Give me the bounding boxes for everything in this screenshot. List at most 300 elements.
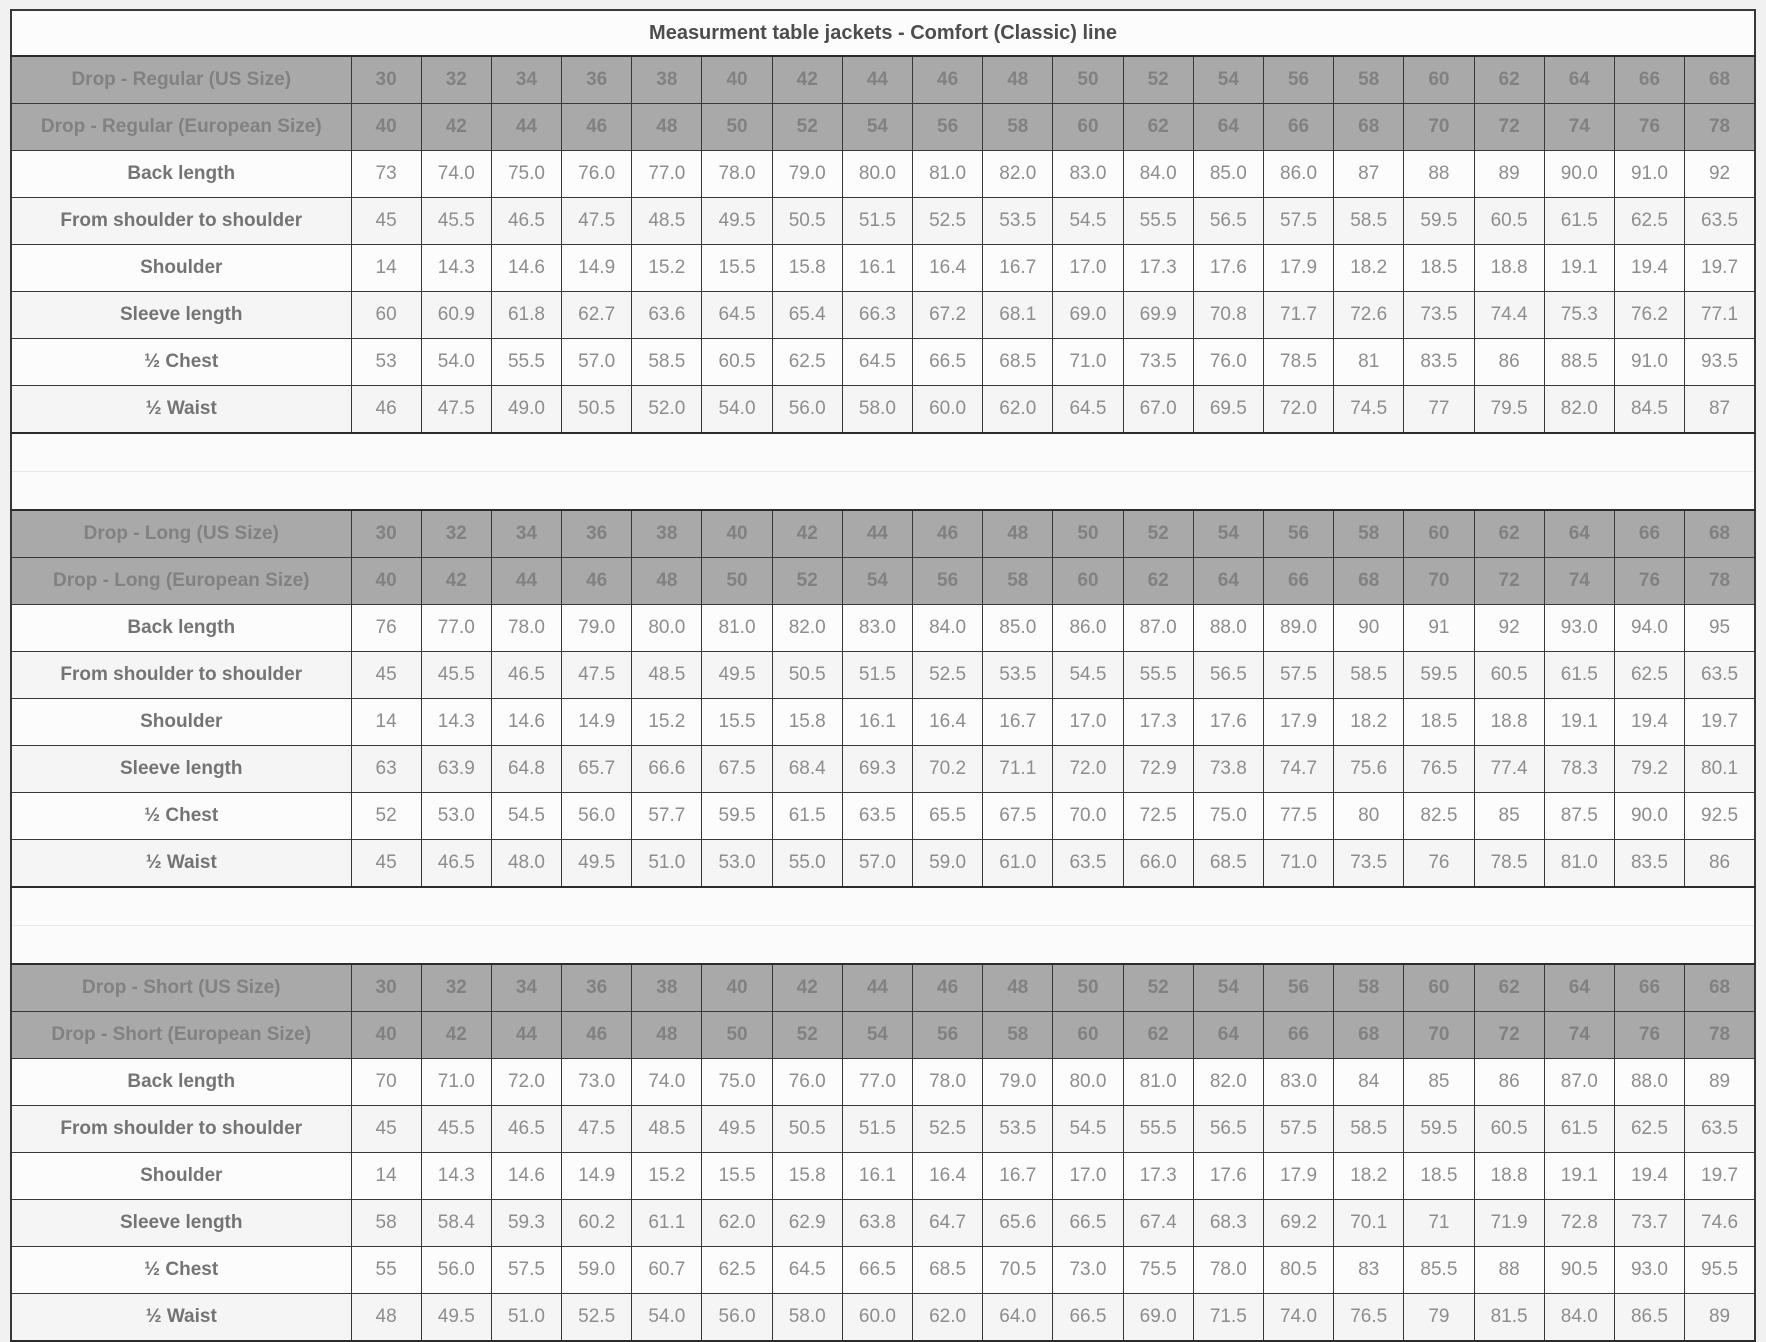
value-cell: 77.5 (1263, 793, 1333, 840)
value-cell: 59.5 (1404, 1106, 1474, 1153)
value-cell: 76.2 (1614, 292, 1684, 339)
value-cell: 80.0 (842, 151, 912, 198)
value-cell: 18.2 (1334, 699, 1404, 746)
value-cell: 60.9 (421, 292, 491, 339)
value-cell: 76.5 (1404, 746, 1474, 793)
value-cell: 67.0 (1123, 386, 1193, 434)
measure-label: From shoulder to shoulder (11, 652, 351, 699)
value-cell: 15.8 (772, 245, 842, 292)
value-cell: 53.0 (421, 793, 491, 840)
value-cell: 87.5 (1544, 793, 1614, 840)
value-cell: 16.1 (842, 245, 912, 292)
size-header-cell: 52 (1123, 510, 1193, 558)
value-cell: 60 (351, 292, 421, 339)
size-header-cell: 62 (1123, 558, 1193, 605)
value-cell: 58.5 (1334, 652, 1404, 699)
value-cell: 66.5 (1053, 1294, 1123, 1342)
value-cell: 93.0 (1544, 605, 1614, 652)
value-cell: 45.5 (421, 652, 491, 699)
value-cell: 83 (1334, 1247, 1404, 1294)
size-header-cell: 60 (1404, 510, 1474, 558)
value-cell: 75.0 (491, 151, 561, 198)
size-header-cell: 34 (491, 56, 561, 104)
value-cell: 91 (1404, 605, 1474, 652)
size-header-cell: 54 (1193, 964, 1263, 1012)
value-cell: 73.0 (1053, 1247, 1123, 1294)
value-cell: 70.8 (1193, 292, 1263, 339)
value-cell: 87 (1334, 151, 1404, 198)
value-cell: 81.0 (1544, 840, 1614, 888)
measure-row (11, 245, 1755, 292)
value-cell: 58.4 (421, 1200, 491, 1247)
size-header-cell: 40 (351, 558, 421, 605)
measure-row (11, 1153, 1755, 1200)
size-header-row-eu (11, 558, 1755, 605)
value-cell: 94.0 (1614, 605, 1684, 652)
value-cell: 86 (1685, 840, 1755, 888)
spacer-cell (11, 433, 1755, 472)
value-cell: 71.1 (983, 746, 1053, 793)
size-header-row-us (11, 56, 1755, 104)
value-cell: 52.5 (913, 652, 983, 699)
measure-label: Shoulder (11, 245, 351, 292)
value-cell: 86.5 (1614, 1294, 1684, 1342)
value-cell: 15.2 (632, 245, 702, 292)
value-cell: 51.5 (842, 198, 912, 245)
page-title: Measurment table jackets - Comfort (Classic) line (11, 10, 1755, 56)
size-header-cell: 50 (702, 558, 772, 605)
value-cell: 90 (1334, 605, 1404, 652)
size-header-cell: 74 (1544, 1012, 1614, 1059)
value-cell: 62.7 (562, 292, 632, 339)
value-cell: 62.5 (702, 1247, 772, 1294)
measure-label: Sleeve length (11, 292, 351, 339)
value-cell: 56.5 (1193, 652, 1263, 699)
value-cell: 72.9 (1123, 746, 1193, 793)
value-cell: 63 (351, 746, 421, 793)
size-header-cell: 36 (562, 56, 632, 104)
size-header-cell: 64 (1544, 510, 1614, 558)
size-header-row-eu (11, 1012, 1755, 1059)
value-cell: 55.5 (1123, 652, 1193, 699)
value-cell: 73.8 (1193, 746, 1263, 793)
value-cell: 55 (351, 1247, 421, 1294)
value-cell: 85.5 (1404, 1247, 1474, 1294)
measure-label: Shoulder (11, 1153, 351, 1200)
value-cell: 14.9 (562, 1153, 632, 1200)
size-header-cell: 42 (421, 558, 491, 605)
size-header-cell: 64 (1544, 56, 1614, 104)
value-cell: 81.0 (702, 605, 772, 652)
value-cell: 53 (351, 339, 421, 386)
value-cell: 73 (351, 151, 421, 198)
size-header-cell: 54 (1193, 510, 1263, 558)
value-cell: 85.0 (1193, 151, 1263, 198)
size-header-cell: 46 (562, 558, 632, 605)
value-cell: 71.7 (1263, 292, 1333, 339)
measure-row (11, 1106, 1755, 1153)
value-cell: 73.5 (1404, 292, 1474, 339)
value-cell: 18.2 (1334, 1153, 1404, 1200)
value-cell: 61.8 (491, 292, 561, 339)
value-cell: 65.5 (913, 793, 983, 840)
value-cell: 66.6 (632, 746, 702, 793)
value-cell: 57.5 (491, 1247, 561, 1294)
value-cell: 19.4 (1614, 245, 1684, 292)
size-header-cell: 62 (1474, 510, 1544, 558)
value-cell: 65.4 (772, 292, 842, 339)
size-header-cell: 60 (1053, 104, 1123, 151)
value-cell: 56.0 (702, 1294, 772, 1342)
size-header-cell: 76 (1614, 558, 1684, 605)
size-header-cell: 56 (1263, 56, 1333, 104)
size-header-cell: 46 (913, 510, 983, 558)
value-cell: 79 (1404, 1294, 1474, 1342)
size-header-cell: 58 (983, 104, 1053, 151)
value-cell: 47.5 (421, 386, 491, 434)
size-header-cell: 42 (421, 1012, 491, 1059)
size-header-cell: 58 (1334, 510, 1404, 558)
value-cell: 45 (351, 1106, 421, 1153)
value-cell: 88 (1474, 1247, 1544, 1294)
value-cell: 82.0 (1544, 386, 1614, 434)
value-cell: 45 (351, 198, 421, 245)
value-cell: 56.0 (562, 793, 632, 840)
value-cell: 87 (1685, 386, 1755, 434)
size-header-cell: 34 (491, 964, 561, 1012)
value-cell: 74.6 (1685, 1200, 1755, 1247)
size-header-cell: 44 (491, 558, 561, 605)
section-spacer (11, 433, 1755, 472)
size-header-cell: 46 (913, 56, 983, 104)
measure-label: From shoulder to shoulder (11, 1106, 351, 1153)
value-cell: 89 (1685, 1294, 1755, 1342)
value-cell: 64.5 (772, 1247, 842, 1294)
size-header-cell: 62 (1474, 964, 1544, 1012)
value-cell: 70.1 (1334, 1200, 1404, 1247)
value-cell: 63.6 (632, 292, 702, 339)
value-cell: 50.5 (562, 386, 632, 434)
size-header-cell: 64 (1544, 964, 1614, 1012)
value-cell: 57.7 (632, 793, 702, 840)
value-cell: 18.5 (1404, 1153, 1474, 1200)
value-cell: 58.0 (842, 386, 912, 434)
section-spacer (11, 472, 1755, 511)
size-header-cell: 58 (983, 1012, 1053, 1059)
size-header-cell: 58 (1334, 964, 1404, 1012)
value-cell: 63.9 (421, 746, 491, 793)
value-cell: 72.0 (1263, 386, 1333, 434)
value-cell: 49.5 (702, 652, 772, 699)
value-cell: 71.0 (421, 1059, 491, 1106)
value-cell: 56.5 (1193, 198, 1263, 245)
value-cell: 46.5 (491, 652, 561, 699)
value-cell: 78.0 (1193, 1247, 1263, 1294)
value-cell: 19.4 (1614, 699, 1684, 746)
size-header-cell: 40 (702, 964, 772, 1012)
size-header-cell: 68 (1334, 1012, 1404, 1059)
size-header-cell: 68 (1685, 510, 1755, 558)
value-cell: 14.9 (562, 699, 632, 746)
value-cell: 66.3 (842, 292, 912, 339)
value-cell: 59.5 (702, 793, 772, 840)
value-cell: 49.5 (421, 1294, 491, 1342)
value-cell: 69.2 (1263, 1200, 1333, 1247)
spacer-cell (11, 472, 1755, 511)
value-cell: 59.0 (562, 1247, 632, 1294)
size-header-cell: 40 (351, 1012, 421, 1059)
value-cell: 14 (351, 1153, 421, 1200)
value-cell: 17.3 (1123, 1153, 1193, 1200)
value-cell: 81 (1334, 339, 1404, 386)
value-cell: 76 (351, 605, 421, 652)
size-header-cell: 66 (1263, 558, 1333, 605)
size-header-cell: 38 (632, 964, 702, 1012)
size-header-cell: 44 (842, 510, 912, 558)
value-cell: 49.5 (702, 198, 772, 245)
value-cell: 74.0 (421, 151, 491, 198)
value-cell: 68.3 (1193, 1200, 1263, 1247)
size-header-cell: 44 (842, 964, 912, 1012)
value-cell: 81.5 (1474, 1294, 1544, 1342)
value-cell: 19.7 (1685, 699, 1755, 746)
size-scale-label: Drop - Regular (European Size) (11, 104, 351, 151)
value-cell: 63.5 (842, 793, 912, 840)
size-header-cell: 48 (983, 964, 1053, 1012)
value-cell: 93.0 (1614, 1247, 1684, 1294)
size-header-cell: 38 (632, 56, 702, 104)
value-cell: 14 (351, 699, 421, 746)
size-header-cell: 60 (1053, 558, 1123, 605)
size-header-cell: 66 (1614, 964, 1684, 1012)
value-cell: 49.5 (702, 1106, 772, 1153)
value-cell: 56.5 (1193, 1106, 1263, 1153)
value-cell: 54.0 (702, 386, 772, 434)
value-cell: 61.5 (772, 793, 842, 840)
size-header-cell: 30 (351, 510, 421, 558)
size-header-cell: 44 (842, 56, 912, 104)
value-cell: 17.0 (1053, 699, 1123, 746)
size-header-cell: 40 (351, 104, 421, 151)
value-cell: 77.4 (1474, 746, 1544, 793)
value-cell: 14.6 (491, 1153, 561, 1200)
size-scale-label: Drop - Long (US Size) (11, 510, 351, 558)
value-cell: 82.0 (1193, 1059, 1263, 1106)
value-cell: 70 (351, 1059, 421, 1106)
value-cell: 66.5 (913, 339, 983, 386)
value-cell: 87.0 (1544, 1059, 1614, 1106)
value-cell: 45 (351, 652, 421, 699)
section-spacer (11, 926, 1755, 965)
size-header-cell: 50 (1053, 964, 1123, 1012)
size-header-cell: 68 (1334, 104, 1404, 151)
value-cell: 53.0 (702, 840, 772, 888)
value-cell: 90.0 (1544, 151, 1614, 198)
size-header-row-us (11, 964, 1755, 1012)
value-cell: 19.1 (1544, 245, 1614, 292)
value-cell: 60.5 (702, 339, 772, 386)
size-header-cell: 54 (842, 1012, 912, 1059)
size-header-cell: 64 (1193, 104, 1263, 151)
size-header-cell: 56 (1263, 510, 1333, 558)
size-header-cell: 64 (1193, 558, 1263, 605)
value-cell: 62.0 (983, 386, 1053, 434)
value-cell: 84.5 (1614, 386, 1684, 434)
value-cell: 54.5 (1053, 652, 1123, 699)
size-header-cell: 68 (1685, 964, 1755, 1012)
value-cell: 85 (1404, 1059, 1474, 1106)
value-cell: 79.0 (983, 1059, 1053, 1106)
value-cell: 66.5 (1053, 1200, 1123, 1247)
value-cell: 17.0 (1053, 245, 1123, 292)
measure-label: Back length (11, 1059, 351, 1106)
value-cell: 50.5 (772, 1106, 842, 1153)
value-cell: 79.0 (772, 151, 842, 198)
size-header-cell: 34 (491, 510, 561, 558)
value-cell: 81.0 (1123, 1059, 1193, 1106)
measure-row (11, 1200, 1755, 1247)
value-cell: 48.5 (632, 198, 702, 245)
value-cell: 86 (1474, 1059, 1544, 1106)
value-cell: 53.5 (983, 1106, 1053, 1153)
size-header-cell: 66 (1263, 104, 1333, 151)
size-scale-label: Drop - Short (European Size) (11, 1012, 351, 1059)
value-cell: 76 (1404, 840, 1474, 888)
size-header-cell: 50 (702, 104, 772, 151)
value-cell: 60.2 (562, 1200, 632, 1247)
size-header-cell: 44 (491, 104, 561, 151)
value-cell: 54.5 (491, 793, 561, 840)
value-cell: 75.0 (1193, 793, 1263, 840)
value-cell: 56.0 (772, 386, 842, 434)
value-cell: 63.5 (1053, 840, 1123, 888)
size-header-cell: 76 (1614, 1012, 1684, 1059)
value-cell: 77.0 (632, 151, 702, 198)
value-cell: 57.0 (842, 840, 912, 888)
value-cell: 55.5 (491, 339, 561, 386)
size-header-cell: 62 (1123, 1012, 1193, 1059)
value-cell: 80.5 (1263, 1247, 1333, 1294)
value-cell: 46.5 (491, 1106, 561, 1153)
value-cell: 15.5 (702, 699, 772, 746)
size-header-cell: 50 (1053, 56, 1123, 104)
value-cell: 82.0 (772, 605, 842, 652)
value-cell: 62.9 (772, 1200, 842, 1247)
value-cell: 15.5 (702, 245, 772, 292)
value-cell: 18.5 (1404, 245, 1474, 292)
value-cell: 69.5 (1193, 386, 1263, 434)
measure-row (11, 198, 1755, 245)
value-cell: 74.0 (1263, 1294, 1333, 1342)
value-cell: 52 (351, 793, 421, 840)
size-header-row-eu (11, 104, 1755, 151)
value-cell: 53.5 (983, 198, 1053, 245)
title-row (11, 10, 1755, 56)
value-cell: 64.5 (1053, 386, 1123, 434)
value-cell: 69.9 (1123, 292, 1193, 339)
value-cell: 75.3 (1544, 292, 1614, 339)
value-cell: 55.5 (1123, 1106, 1193, 1153)
value-cell: 80.0 (632, 605, 702, 652)
value-cell: 74.5 (1334, 386, 1404, 434)
section-spacer (11, 887, 1755, 926)
size-header-cell: 32 (421, 510, 491, 558)
size-header-cell: 40 (702, 56, 772, 104)
size-header-cell: 58 (983, 558, 1053, 605)
value-cell: 83.5 (1404, 339, 1474, 386)
size-header-cell: 74 (1544, 104, 1614, 151)
value-cell: 57.5 (1263, 1106, 1333, 1153)
measure-row (11, 292, 1755, 339)
value-cell: 68.1 (983, 292, 1053, 339)
value-cell: 67.2 (913, 292, 983, 339)
value-cell: 60.5 (1474, 198, 1544, 245)
value-cell: 77.0 (421, 605, 491, 652)
value-cell: 51.5 (842, 652, 912, 699)
value-cell: 78.5 (1263, 339, 1333, 386)
value-cell: 83.5 (1614, 840, 1684, 888)
value-cell: 78.0 (913, 1059, 983, 1106)
value-cell: 59.5 (1404, 198, 1474, 245)
size-header-cell: 32 (421, 964, 491, 1012)
value-cell: 14.6 (491, 699, 561, 746)
value-cell: 17.6 (1193, 1153, 1263, 1200)
value-cell: 89.0 (1263, 605, 1333, 652)
value-cell: 83.0 (842, 605, 912, 652)
size-header-cell: 42 (772, 510, 842, 558)
value-cell: 74.7 (1263, 746, 1333, 793)
value-cell: 75.0 (702, 1059, 772, 1106)
value-cell: 52.0 (632, 386, 702, 434)
value-cell: 57.5 (1263, 198, 1333, 245)
size-header-cell: 76 (1614, 104, 1684, 151)
size-header-cell: 72 (1474, 104, 1544, 151)
size-header-cell: 50 (1053, 510, 1123, 558)
value-cell: 59.5 (1404, 652, 1474, 699)
size-header-cell: 30 (351, 56, 421, 104)
value-cell: 45.5 (421, 198, 491, 245)
value-cell: 68.5 (1193, 840, 1263, 888)
value-cell: 66.0 (1123, 840, 1193, 888)
size-header-cell: 58 (1334, 56, 1404, 104)
value-cell: 69.0 (1053, 292, 1123, 339)
value-cell: 62.5 (1614, 652, 1684, 699)
size-header-cell: 48 (632, 104, 702, 151)
size-header-cell: 62 (1474, 56, 1544, 104)
size-header-cell: 66 (1614, 510, 1684, 558)
size-header-cell: 48 (983, 510, 1053, 558)
size-header-cell: 40 (702, 510, 772, 558)
value-cell: 19.7 (1685, 245, 1755, 292)
value-cell: 86 (1474, 339, 1544, 386)
value-cell: 45 (351, 840, 421, 888)
value-cell: 18.2 (1334, 245, 1404, 292)
value-cell: 61.5 (1544, 198, 1614, 245)
size-scale-label: Drop - Regular (US Size) (11, 56, 351, 104)
size-header-cell: 56 (913, 104, 983, 151)
value-cell: 59.3 (491, 1200, 561, 1247)
value-cell: 71.9 (1474, 1200, 1544, 1247)
value-cell: 60.5 (1474, 652, 1544, 699)
size-header-cell: 52 (772, 104, 842, 151)
value-cell: 81.0 (913, 151, 983, 198)
spacer-cell (11, 926, 1755, 965)
value-cell: 84.0 (913, 605, 983, 652)
value-cell: 87.0 (1123, 605, 1193, 652)
size-header-cell: 46 (913, 964, 983, 1012)
size-header-cell: 66 (1614, 56, 1684, 104)
value-cell: 80.1 (1685, 746, 1755, 793)
